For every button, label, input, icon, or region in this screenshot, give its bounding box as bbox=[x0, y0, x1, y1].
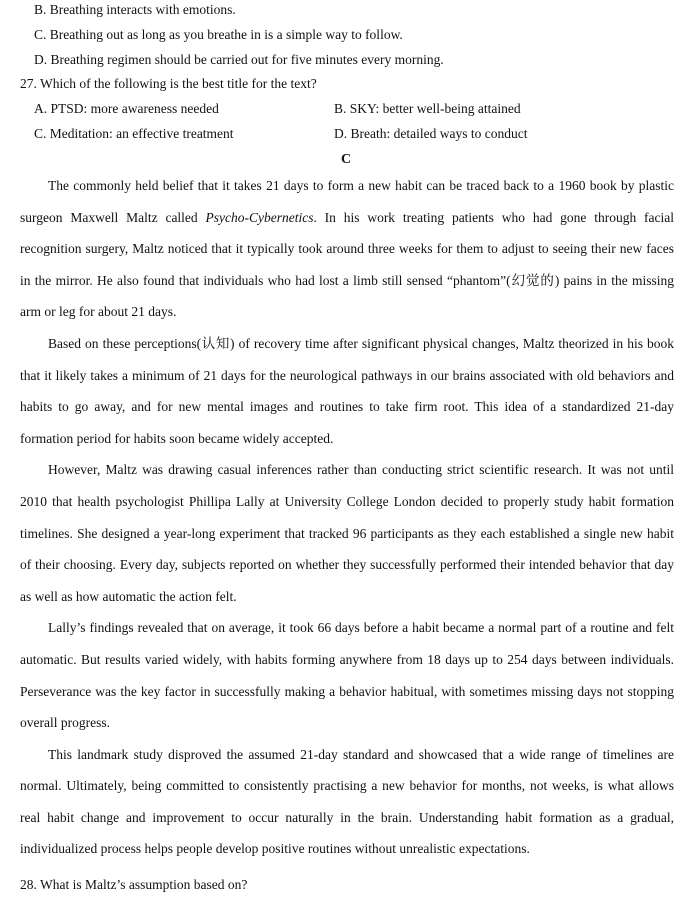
passage-paragraph-5: This landmark study disproved the assumed 21-day standard and showcased that a wide range of timelines are normal. Ultimately, being committed to consistently practising a new behavior for months, not weeks, is what allows real habit change and improvement to occur naturally in the brain. Understanding habit formation as a gradual, individualized process helps people develop positive routines without unrealistic expectations. bbox=[20, 746, 674, 857]
passage-paragraph-1 bbox=[20, 170, 674, 328]
section-heading: C bbox=[340, 152, 352, 167]
q26-option-d: D. Breathing regimen should be carried out for five minutes every morning. bbox=[34, 52, 444, 67]
q26-option-b: B. Breathing interacts with emotions. bbox=[34, 2, 236, 17]
paragraph-1-text-b: . In his work treating patients who had gone through facial recognition surgery, Maltz noticed that it typically took around three weeks for them to adjust to seeing their new faces in the mirror. He also found that individuals who had lost a limb still sensed “phantom”(幻觉的) pains in the missing arm or leg for about 21 days. bbox=[20, 209, 674, 320]
q27-stem: 27. Which of the following is the best title for the text? bbox=[20, 76, 317, 91]
q27-option-a: A. PTSD: more awareness needed bbox=[34, 101, 219, 116]
passage-paragraph-3: However, Maltz was drawing casual inferences rather than conducting strict scientific research. It was not until 2010 that health psychologist Phillipa Lally at University College London decided to properly study habit formation timelines. She designed a year-long experiment that tracked 96 participants as they each established a single new habit of their choosing. Every day, subjects reported on whether they successfully performed their intended behavior that day as well as how automatic the action felt. bbox=[20, 462, 674, 604]
paragraph-1-text-a: The commonly held belief that it takes 21 days to form a new habit can be traced back to a 1960 book by plastic surgeon Maxwell Maltz called bbox=[20, 178, 674, 225]
q26-option-c: C. Breathing out as long as you breathe in is a simple way to follow. bbox=[34, 27, 403, 42]
q28-stem: 28. What is Maltz’s assumption based on? bbox=[20, 877, 248, 892]
q27-option-c: C. Meditation: an effective treatment bbox=[34, 126, 234, 141]
q27-option-b: B. SKY: better well-being attained bbox=[334, 101, 521, 116]
book-title: Psycho-Cybernetics bbox=[205, 209, 314, 225]
passage-paragraph-2: Based on these perceptions(认知) of recovery time after significant physical changes, Maltz theorized in his book that it likely takes a minimum of 21 days for the neurological pathways in our brains associated with old behaviors and habits to go away, and for new mental images and routines to take firm root. This idea of a standardized 21-day formation period for habits soon became widely accepted. bbox=[20, 335, 674, 446]
passage-paragraph-4: Lally’s findings revealed that on average, it took 66 days before a habit became a normal part of a routine and felt automatic. But results varied widely, with habits forming anywhere from 18 days up to 254 days between individuals. Perseverance was the key factor in successfully making a behavior habitual, with sometimes missing days not stopping overall progress. bbox=[20, 620, 674, 731]
reading-passage bbox=[20, 170, 674, 865]
q27-option-d: D. Breath: detailed ways to conduct bbox=[334, 126, 528, 141]
